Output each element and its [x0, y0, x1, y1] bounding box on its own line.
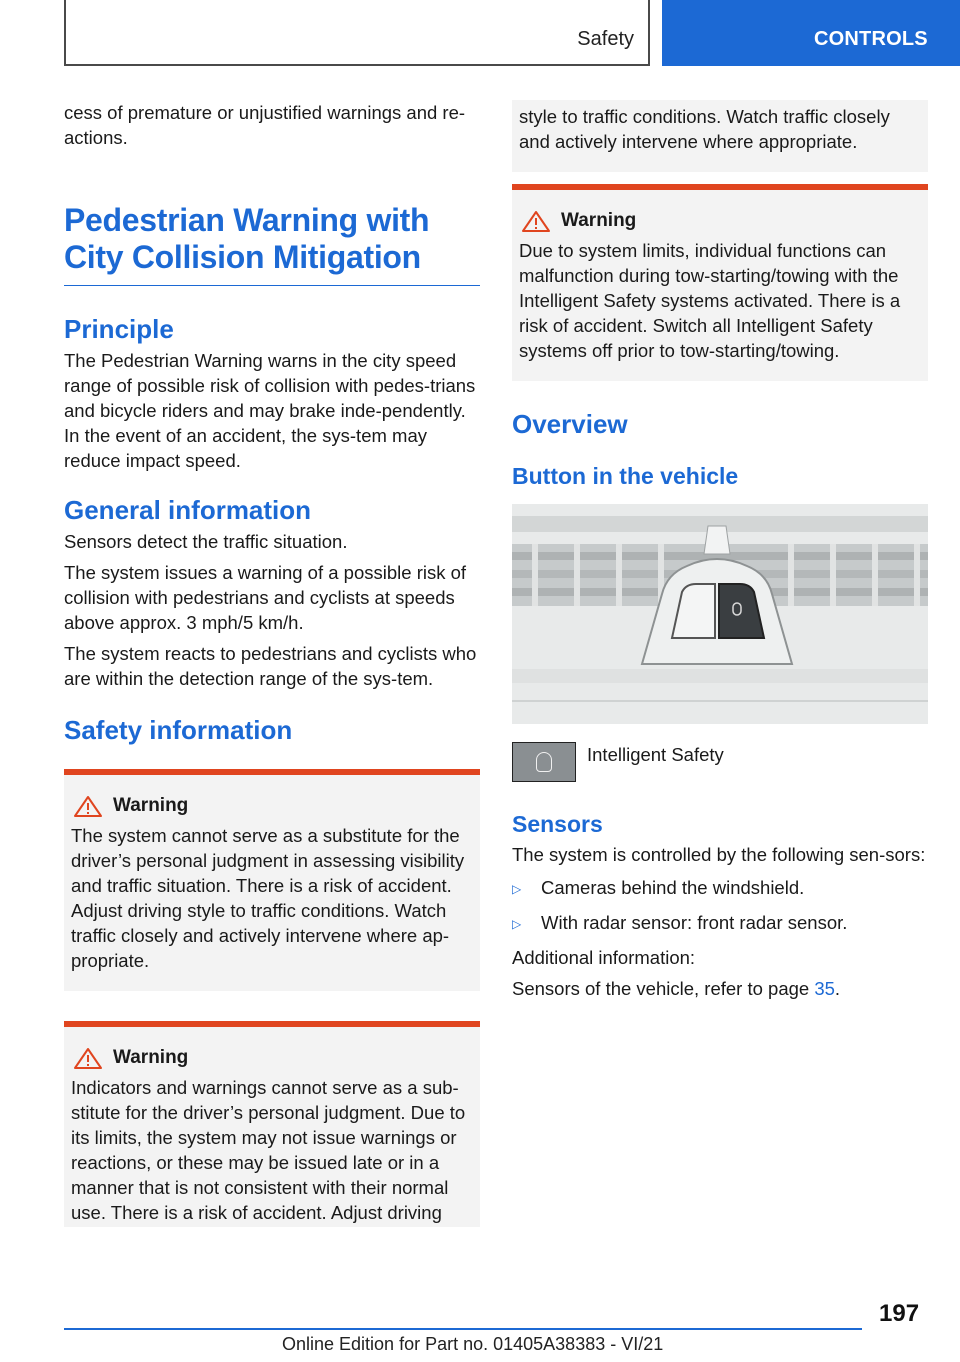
- right-column: [512, 100, 928, 1007]
- intelligent-safety-button-icon: [512, 742, 576, 782]
- chapter-tab-label: CONTROLS: [814, 28, 928, 50]
- warning-triangle-icon: [73, 1047, 103, 1069]
- general-info-p1: Sensors detect the traffic situation.: [64, 531, 348, 552]
- warning-title: Warning: [113, 1047, 189, 1068]
- vehicle-button-photo: [512, 504, 928, 724]
- warning-box: [64, 1021, 480, 1227]
- continued-text: cess of premature or unjustified warnings and re-actions.: [64, 102, 466, 148]
- warning-box: [512, 184, 928, 381]
- warning-text: Indicators and warnings cannot serve as a sub-stitute for the driver’s personal judgment. Due to its limits, the system may not issue warnings or reactions, or these may be issued late or in a manner that is not consistent with their normal use. There is a risk of accident. Adjust driving: [71, 1077, 466, 1223]
- warning-text: The system cannot serve as a substitute for the driver’s personal judgment in assessing visibility and traffic situation. There is a risk of accident. Adjust driving style to traffic conditions. Watch traffic closely and actively intervene where ap-propriate.: [71, 825, 465, 971]
- chapter-tab[interactable]: [662, 0, 960, 66]
- vehicle-grille-illustration: [512, 504, 928, 724]
- general-info-heading: General information: [64, 495, 312, 525]
- general-info-p3: The system reacts to pedestrians and cyclists who are within the detection range of the sys-tem.: [64, 643, 477, 689]
- list-item: [512, 875, 928, 902]
- list-item-text: Cameras behind the windshield.: [541, 877, 805, 898]
- list-item-text: With radar sensor: front radar sensor.: [541, 912, 848, 933]
- sensors-heading: Sensors: [512, 811, 603, 837]
- warning-box: [64, 769, 480, 991]
- warning-box-continued: [512, 100, 928, 172]
- page-title: Pedestrian Warning with City Collision Mitigation: [64, 202, 480, 286]
- additional-info-label: Additional information:: [512, 947, 696, 968]
- safety-info-heading: Safety information: [64, 715, 293, 745]
- warning-header: [71, 1047, 473, 1069]
- warning-triangle-icon: [73, 795, 103, 817]
- button-legend: [512, 742, 928, 782]
- warning-header: [519, 210, 921, 232]
- sensors-reference-end: .: [834, 978, 841, 999]
- footer-divider: [64, 1328, 862, 1330]
- warning-title: Warning: [113, 795, 189, 816]
- sensors-intro: The system is controlled by the following sen-sors:: [512, 844, 926, 865]
- warning-title: Warning: [561, 210, 637, 231]
- warning-triangle-icon: [521, 210, 551, 232]
- warning-text: Due to system limits, individual functions can malfunction during tow-starting/towing with the Intelligent Safety systems activated. There is a risk of accident. Switch all Intelligent Safety systems off prior to tow-starting/towing.: [519, 240, 901, 361]
- principle-heading: Principle: [64, 314, 174, 344]
- list-item: [512, 910, 928, 937]
- intelligent-safety-label: Intelligent Safety: [587, 744, 724, 765]
- principle-text: The Pedestrian Warning warns in the city speed range of possible risk of collision with pedes-trians and bicycle riders and may brake inde-pendently. In the event of an accident, the sys-tem may reduce impact speed.: [64, 350, 476, 471]
- page-number: 197: [879, 1300, 920, 1327]
- sensors-list: [512, 875, 928, 937]
- warning-header: [71, 795, 473, 817]
- overview-heading: Overview: [512, 409, 628, 439]
- sensors-reference-text: Sensors of the vehicle, refer to page: [512, 978, 815, 999]
- page-reference-link[interactable]: 35: [814, 978, 835, 999]
- sensors-reference: [512, 976, 928, 1001]
- button-in-vehicle-heading: Button in the vehicle: [512, 463, 739, 489]
- bullet-triangle-icon: ▷: [512, 882, 522, 896]
- general-info-p2: The system issues a warning of a possible risk of collision with pedestrians and cyclists at speeds above approx. 3 mph/5 km/h.: [64, 562, 467, 633]
- warning-continued-text: style to traffic conditions. Watch traffic closely and actively intervene where appropriate.: [519, 106, 890, 152]
- bullet-triangle-icon: ▷: [512, 917, 522, 931]
- header-frame: [64, 0, 650, 66]
- footer-edition-text: Online Edition for Part no. 01405A38383 - VI/21: [282, 1334, 664, 1354]
- header-section-title: Safety: [577, 28, 634, 50]
- left-column: [64, 100, 480, 1227]
